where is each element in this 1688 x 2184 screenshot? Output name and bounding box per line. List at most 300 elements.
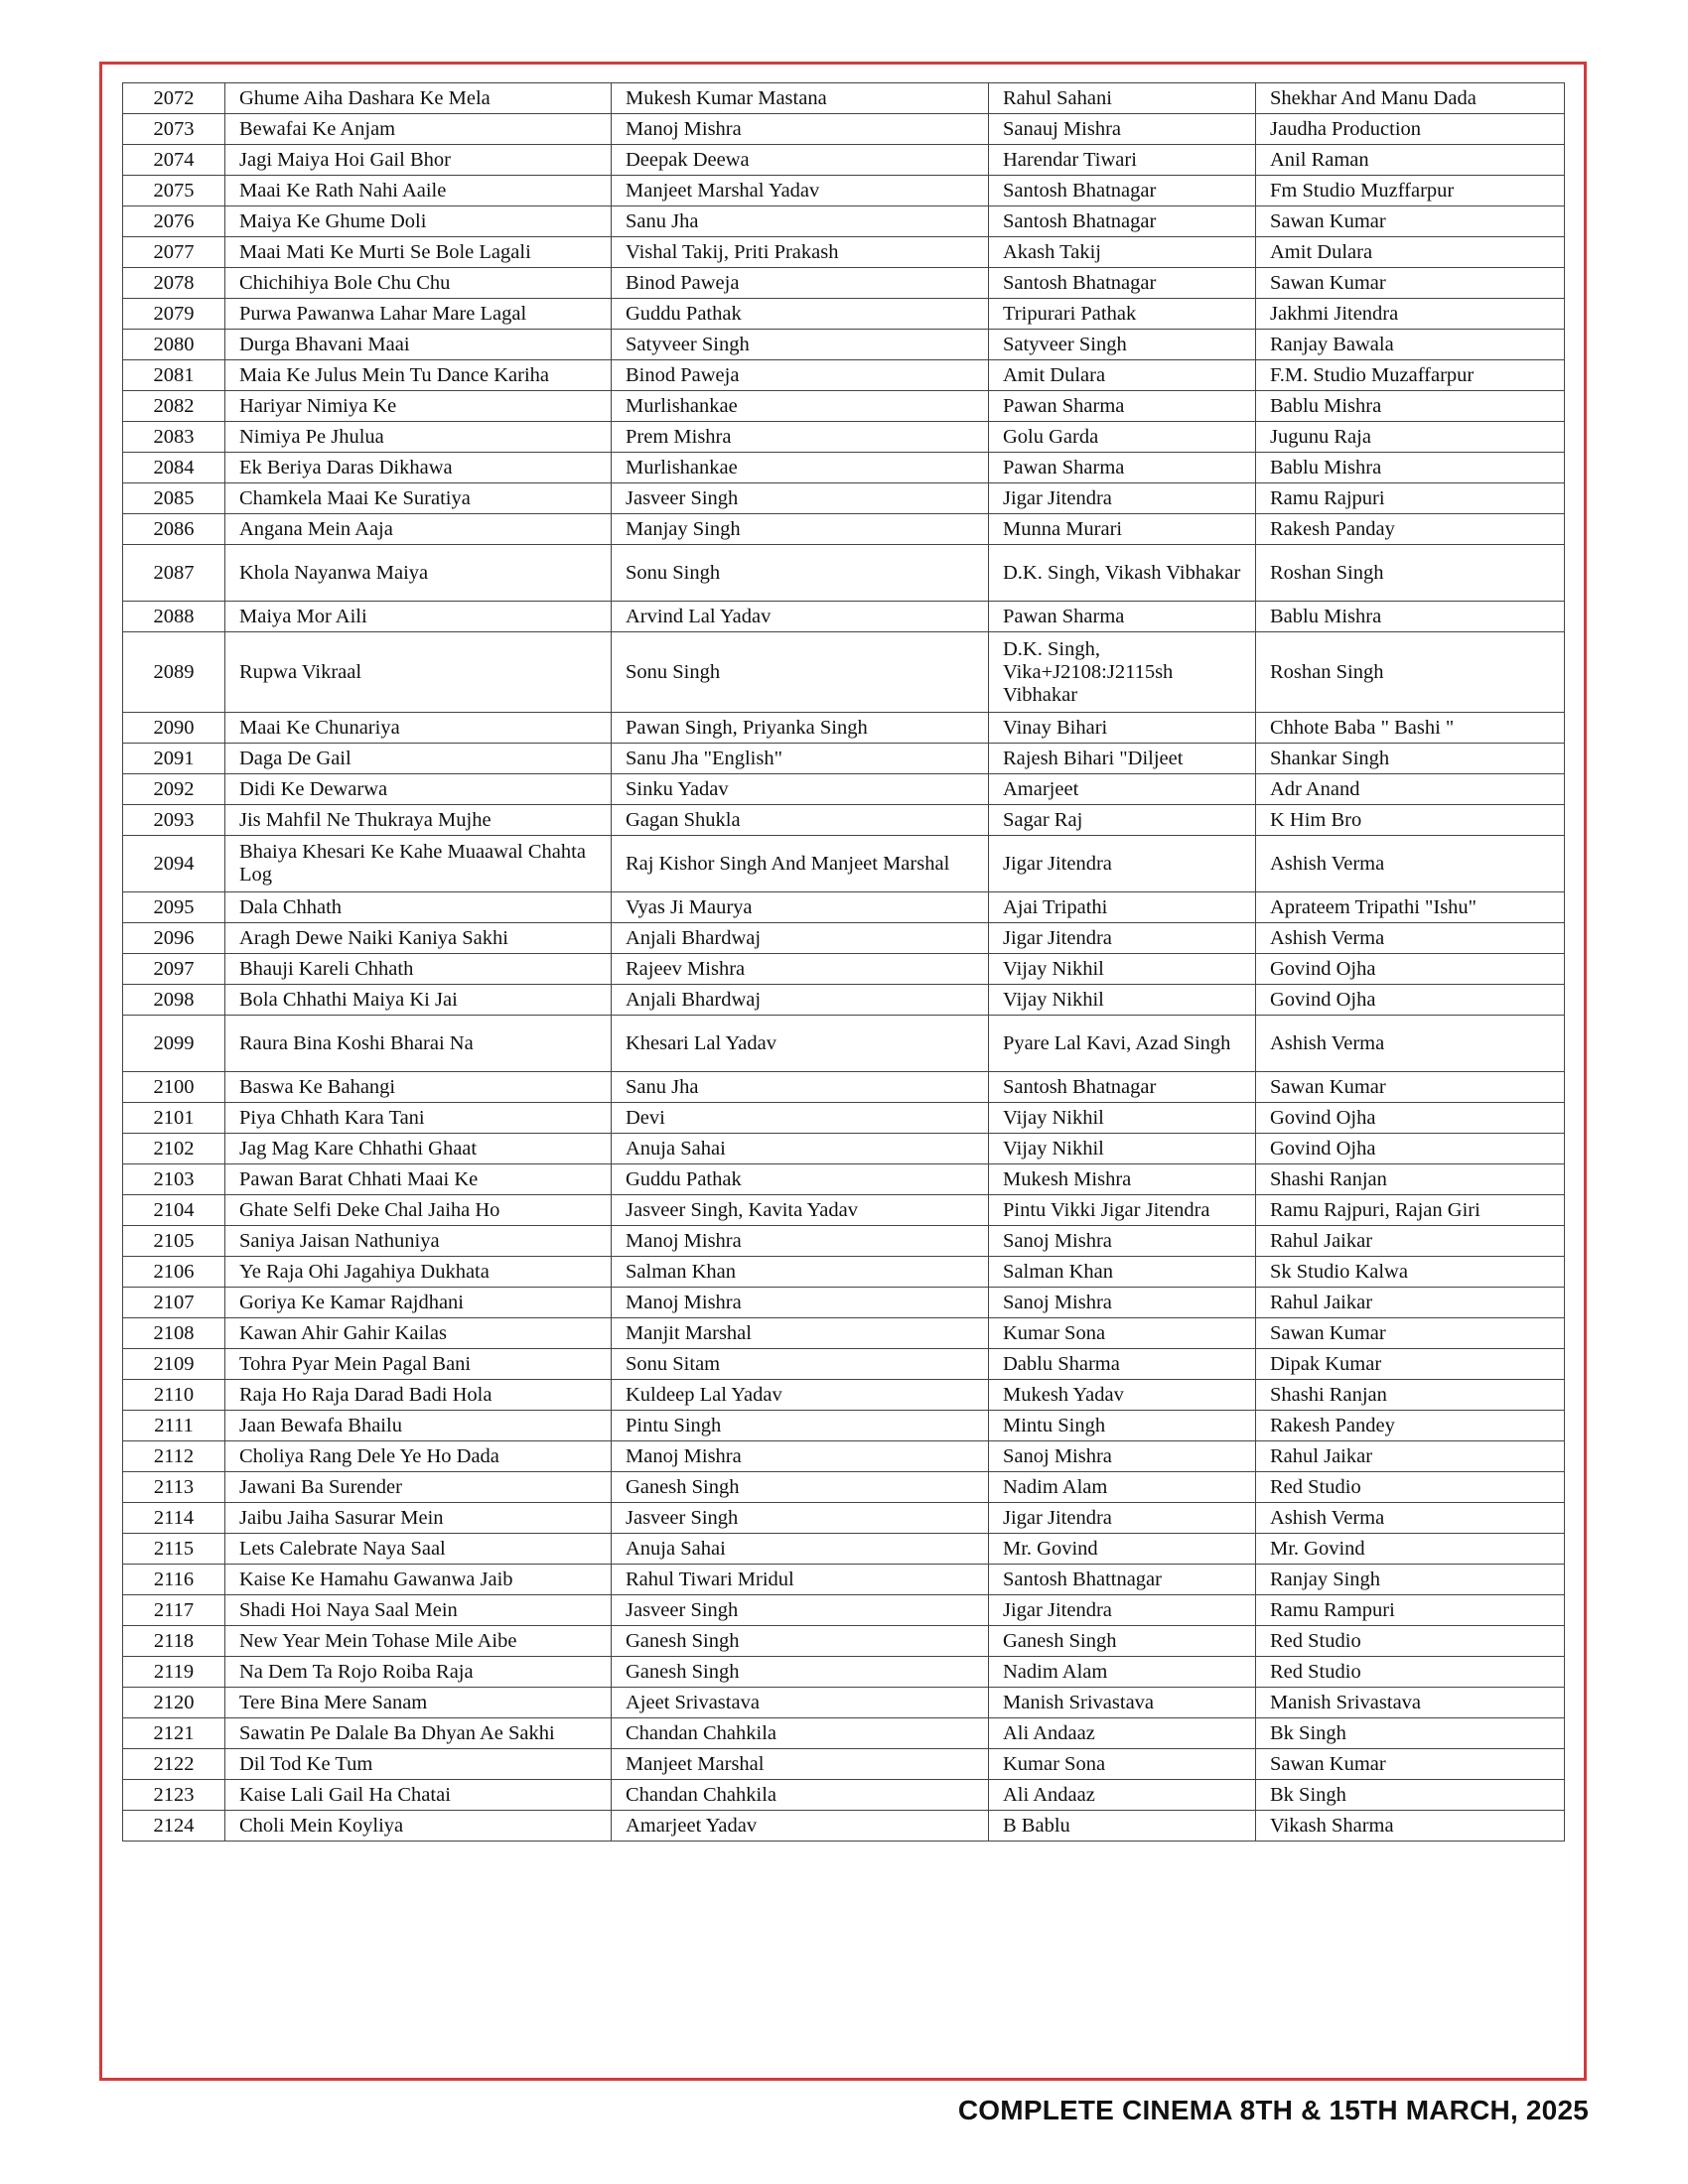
table-row <box>123 836 1565 892</box>
music-director-cell: K Him Bro <box>1256 805 1565 836</box>
table-row <box>123 1565 1565 1595</box>
table-row <box>123 483 1565 514</box>
lyricist-cell: Dablu Sharma <box>989 1349 1256 1380</box>
music-director-cell: Ramu Rajpuri, Rajan Giri <box>1256 1195 1565 1226</box>
music-director-cell: Red Studio <box>1256 1657 1565 1688</box>
music-director-cell: Rakesh Pandey <box>1256 1411 1565 1441</box>
table-row <box>123 360 1565 391</box>
serial-number-cell: 2083 <box>123 422 225 453</box>
serial-number-cell: 2110 <box>123 1380 225 1411</box>
lyricist-cell: Mintu Singh <box>989 1411 1256 1441</box>
serial-number-cell: 2106 <box>123 1257 225 1288</box>
singer-cell: Pintu Singh <box>612 1411 989 1441</box>
lyricist-cell: Ali Andaaz <box>989 1780 1256 1811</box>
music-director-cell: Shankar Singh <box>1256 744 1565 774</box>
lyricist-cell: Vijay Nikhil <box>989 1134 1256 1164</box>
song-title-cell: Jagi Maiya Hoi Gail Bhor <box>225 145 612 176</box>
lyricist-cell: Pawan Sharma <box>989 453 1256 483</box>
music-director-cell: Ashish Verma <box>1256 1016 1565 1072</box>
singer-cell: Ganesh Singh <box>612 1472 989 1503</box>
serial-number-cell: 2112 <box>123 1441 225 1472</box>
music-director-cell: Ashish Verma <box>1256 1503 1565 1534</box>
song-title-cell: Jaan Bewafa Bhailu <box>225 1411 612 1441</box>
serial-number-cell: 2102 <box>123 1134 225 1164</box>
music-director-cell: Jakhmi Jitendra <box>1256 299 1565 330</box>
singer-cell: Ganesh Singh <box>612 1657 989 1688</box>
music-director-cell: Jaudha Production <box>1256 114 1565 145</box>
serial-number-cell: 2113 <box>123 1472 225 1503</box>
singer-cell: Chandan Chahkila <box>612 1718 989 1749</box>
table-row <box>123 1318 1565 1349</box>
music-director-cell: Adr Anand <box>1256 774 1565 805</box>
lyricist-cell: Sanoj Mishra <box>989 1226 1256 1257</box>
table-row <box>123 237 1565 268</box>
singer-cell: Jasveer Singh <box>612 1595 989 1626</box>
serial-number-cell: 2093 <box>123 805 225 836</box>
singer-cell: Sanu Jha <box>612 1072 989 1103</box>
singer-cell: Pawan Singh, Priyanka Singh <box>612 713 989 744</box>
singer-cell: Guddu Pathak <box>612 1164 989 1195</box>
table-row <box>123 1103 1565 1134</box>
serial-number-cell: 2076 <box>123 206 225 237</box>
table-row <box>123 514 1565 545</box>
song-title-cell: Choliya Rang Dele Ye Ho Dada <box>225 1441 612 1472</box>
serial-number-cell: 2072 <box>123 83 225 114</box>
serial-number-cell: 2086 <box>123 514 225 545</box>
table-row <box>123 83 1565 114</box>
table-row <box>123 602 1565 632</box>
table-row <box>123 268 1565 299</box>
table-row <box>123 545 1565 602</box>
table-row <box>123 1749 1565 1780</box>
song-title-cell: Ghate Selfi Deke Chal Jaiha Ho <box>225 1195 612 1226</box>
serial-number-cell: 2074 <box>123 145 225 176</box>
song-title-cell: Lets Calebrate Naya Saal <box>225 1534 612 1565</box>
song-title-cell: Jaibu Jaiha Sasurar Mein <box>225 1503 612 1534</box>
music-director-cell: Aprateem Tripathi "Ishu" <box>1256 892 1565 923</box>
song-title-cell: Maiya Mor Aili <box>225 602 612 632</box>
lyricist-cell: Ali Andaaz <box>989 1718 1256 1749</box>
table-row <box>123 1534 1565 1565</box>
lyricist-cell: Nadim Alam <box>989 1657 1256 1688</box>
lyricist-cell: Rajesh Bihari "Diljeet <box>989 744 1256 774</box>
lyricist-cell: Kumar Sona <box>989 1749 1256 1780</box>
song-title-cell: Raja Ho Raja Darad Badi Hola <box>225 1380 612 1411</box>
table-row <box>123 1441 1565 1472</box>
singer-cell: Binod Paweja <box>612 268 989 299</box>
song-title-cell: Sawatin Pe Dalale Ba Dhyan Ae Sakhi <box>225 1718 612 1749</box>
lyricist-cell: Golu Garda <box>989 422 1256 453</box>
song-title-cell: Bhaiya Khesari Ke Kahe Muaawal Chahta Log <box>225 836 612 892</box>
table-row <box>123 1257 1565 1288</box>
music-director-cell: Bablu Mishra <box>1256 602 1565 632</box>
lyricist-cell: Santosh Bhatnagar <box>989 176 1256 206</box>
music-director-cell: Shashi Ranjan <box>1256 1164 1565 1195</box>
lyricist-cell: D.K. Singh, Vika+J2108:J2115sh Vibhakar <box>989 632 1256 713</box>
lyricist-cell: Pawan Sharma <box>989 391 1256 422</box>
lyricist-cell: Amit Dulara <box>989 360 1256 391</box>
singer-cell: Khesari Lal Yadav <box>612 1016 989 1072</box>
singer-cell: Amarjeet Yadav <box>612 1811 989 1842</box>
lyricist-cell: Jigar Jitendra <box>989 483 1256 514</box>
serial-number-cell: 2096 <box>123 923 225 954</box>
song-title-cell: Raura Bina Koshi Bharai Na <box>225 1016 612 1072</box>
table-row <box>123 1811 1565 1842</box>
lyricist-cell: Mukesh Mishra <box>989 1164 1256 1195</box>
lyricist-cell: Kumar Sona <box>989 1318 1256 1349</box>
serial-number-cell: 2099 <box>123 1016 225 1072</box>
singer-cell: Manoj Mishra <box>612 1441 989 1472</box>
serial-number-cell: 2077 <box>123 237 225 268</box>
song-title-cell: Angana Mein Aaja <box>225 514 612 545</box>
music-director-cell: Roshan Singh <box>1256 545 1565 602</box>
music-director-cell: Sawan Kumar <box>1256 206 1565 237</box>
singer-cell: Sonu Singh <box>612 632 989 713</box>
table-row <box>123 713 1565 744</box>
singer-cell: Sanu Jha <box>612 206 989 237</box>
lyricist-cell: Vinay Bihari <box>989 713 1256 744</box>
song-title-cell: Purwa Pawanwa Lahar Mare Lagal <box>225 299 612 330</box>
serial-number-cell: 2115 <box>123 1534 225 1565</box>
table-row <box>123 744 1565 774</box>
serial-number-cell: 2111 <box>123 1411 225 1441</box>
singer-cell: Sonu Singh <box>612 545 989 602</box>
table-row <box>123 145 1565 176</box>
table-row <box>123 299 1565 330</box>
lyricist-cell: Satyveer Singh <box>989 330 1256 360</box>
song-title-cell: Nimiya Pe Jhulua <box>225 422 612 453</box>
serial-number-cell: 2118 <box>123 1626 225 1657</box>
serial-number-cell: 2081 <box>123 360 225 391</box>
singer-cell: Jasveer Singh <box>612 483 989 514</box>
song-title-cell: Pawan Barat Chhati Maai Ke <box>225 1164 612 1195</box>
singer-cell: Manjeet Marshal Yadav <box>612 176 989 206</box>
singer-cell: Ajeet Srivastava <box>612 1688 989 1718</box>
serial-number-cell: 2105 <box>123 1226 225 1257</box>
serial-number-cell: 2116 <box>123 1565 225 1595</box>
lyricist-cell: Pawan Sharma <box>989 602 1256 632</box>
serial-number-cell: 2097 <box>123 954 225 985</box>
song-title-cell: Maiya Ke Ghume Doli <box>225 206 612 237</box>
music-director-cell: Sawan Kumar <box>1256 1072 1565 1103</box>
song-title-cell: Piya Chhath Kara Tani <box>225 1103 612 1134</box>
lyricist-cell: Ajai Tripathi <box>989 892 1256 923</box>
song-title-cell: Chichihiya Bole Chu Chu <box>225 268 612 299</box>
song-title-cell: Dala Chhath <box>225 892 612 923</box>
table-row <box>123 1380 1565 1411</box>
music-director-cell: Bablu Mishra <box>1256 391 1565 422</box>
singer-cell: Manoj Mishra <box>612 114 989 145</box>
table-row <box>123 1472 1565 1503</box>
music-director-cell: Red Studio <box>1256 1472 1565 1503</box>
song-title-cell: Kawan Ahir Gahir Kailas <box>225 1318 612 1349</box>
singer-cell: Manoj Mishra <box>612 1288 989 1318</box>
serial-number-cell: 2087 <box>123 545 225 602</box>
music-director-cell: Fm Studio Muzffarpur <box>1256 176 1565 206</box>
singer-cell: Anuja Sahai <box>612 1534 989 1565</box>
table-row <box>123 391 1565 422</box>
lyricist-cell: Santosh Bhatnagar <box>989 206 1256 237</box>
music-director-cell: Sawan Kumar <box>1256 1749 1565 1780</box>
lyricist-cell: Jigar Jitendra <box>989 836 1256 892</box>
music-director-cell: Govind Ojha <box>1256 1103 1565 1134</box>
serial-number-cell: 2079 <box>123 299 225 330</box>
music-director-cell: Ranjay Singh <box>1256 1565 1565 1595</box>
lyricist-cell: Vijay Nikhil <box>989 954 1256 985</box>
table-row <box>123 1411 1565 1441</box>
song-title-cell: Na Dem Ta Rojo Roiba Raja <box>225 1657 612 1688</box>
serial-number-cell: 2101 <box>123 1103 225 1134</box>
lyricist-cell: Mr. Govind <box>989 1534 1256 1565</box>
lyricist-cell: Nadim Alam <box>989 1472 1256 1503</box>
singer-cell: Rajeev Mishra <box>612 954 989 985</box>
song-title-cell: Shadi Hoi Naya Saal Mein <box>225 1595 612 1626</box>
table-row <box>123 954 1565 985</box>
publication-footer: COMPLETE CINEMA 8TH & 15TH MARCH, 2025 <box>957 2095 1589 2125</box>
table-row <box>123 805 1565 836</box>
table-row <box>123 1164 1565 1195</box>
serial-number-cell: 2088 <box>123 602 225 632</box>
singer-cell: Jasveer Singh, Kavita Yadav <box>612 1195 989 1226</box>
serial-number-cell: 2084 <box>123 453 225 483</box>
music-director-cell: Ramu Rajpuri <box>1256 483 1565 514</box>
music-director-cell: Dipak Kumar <box>1256 1349 1565 1380</box>
serial-number-cell: 2090 <box>123 713 225 744</box>
lyricist-cell: Pintu Vikki Jigar Jitendra <box>989 1195 1256 1226</box>
music-director-cell: Ranjay Bawala <box>1256 330 1565 360</box>
table-row <box>123 1134 1565 1164</box>
music-director-cell: Bk Singh <box>1256 1780 1565 1811</box>
singer-cell: Jasveer Singh <box>612 1503 989 1534</box>
song-title-cell: Saniya Jaisan Nathuniya <box>225 1226 612 1257</box>
song-title-cell: Maai Ke Chunariya <box>225 713 612 744</box>
serial-number-cell: 2080 <box>123 330 225 360</box>
serial-number-cell: 2100 <box>123 1072 225 1103</box>
song-title-cell: Ek Beriya Daras Dikhawa <box>225 453 612 483</box>
song-title-cell: Bhauji Kareli Chhath <box>225 954 612 985</box>
serial-number-cell: 2098 <box>123 985 225 1016</box>
lyricist-cell: Sagar Raj <box>989 805 1256 836</box>
singer-cell: Manjit Marshal <box>612 1318 989 1349</box>
song-title-cell: Kaise Ke Hamahu Gawanwa Jaib <box>225 1565 612 1595</box>
music-director-cell: Chhote Baba " Bashi " <box>1256 713 1565 744</box>
song-title-cell: Rupwa Vikraal <box>225 632 612 713</box>
music-director-cell: Sawan Kumar <box>1256 268 1565 299</box>
music-director-cell: Shekhar And Manu Dada <box>1256 83 1565 114</box>
singer-cell: Prem Mishra <box>612 422 989 453</box>
music-director-cell: Mr. Govind <box>1256 1534 1565 1565</box>
music-director-cell: Rahul Jaikar <box>1256 1441 1565 1472</box>
serial-number-cell: 2124 <box>123 1811 225 1842</box>
song-title-cell: Durga Bhavani Maai <box>225 330 612 360</box>
table-row <box>123 114 1565 145</box>
singer-cell: Devi <box>612 1103 989 1134</box>
table-row <box>123 1626 1565 1657</box>
singer-cell: Ganesh Singh <box>612 1626 989 1657</box>
music-director-cell: Sawan Kumar <box>1256 1318 1565 1349</box>
music-director-cell: Red Studio <box>1256 1626 1565 1657</box>
singer-cell: Raj Kishor Singh And Manjeet Marshal <box>612 836 989 892</box>
table-row <box>123 453 1565 483</box>
song-title-cell: Khola Nayanwa Maiya <box>225 545 612 602</box>
lyricist-cell: Mukesh Yadav <box>989 1380 1256 1411</box>
song-registry-table <box>122 82 1565 1842</box>
singer-cell: Manjay Singh <box>612 514 989 545</box>
music-director-cell: Govind Ojha <box>1256 985 1565 1016</box>
serial-number-cell: 2119 <box>123 1657 225 1688</box>
song-title-cell: Ghume Aiha Dashara Ke Mela <box>225 83 612 114</box>
serial-number-cell: 2121 <box>123 1718 225 1749</box>
song-title-cell: Jawani Ba Surender <box>225 1472 612 1503</box>
singer-cell: Manjeet Marshal <box>612 1749 989 1780</box>
song-title-cell: Choli Mein Koyliya <box>225 1811 612 1842</box>
table-row <box>123 1780 1565 1811</box>
song-title-cell: Baswa Ke Bahangi <box>225 1072 612 1103</box>
music-director-cell: Amit Dulara <box>1256 237 1565 268</box>
song-title-cell: Aragh Dewe Naiki Kaniya Sakhi <box>225 923 612 954</box>
song-title-cell: Bola Chhathi Maiya Ki Jai <box>225 985 612 1016</box>
singer-cell: Sonu Sitam <box>612 1349 989 1380</box>
song-title-cell: Bewafai Ke Anjam <box>225 114 612 145</box>
song-title-cell: Kaise Lali Gail Ha Chatai <box>225 1780 612 1811</box>
lyricist-cell: Vijay Nikhil <box>989 985 1256 1016</box>
song-title-cell: Tohra Pyar Mein Pagal Bani <box>225 1349 612 1380</box>
music-director-cell: Sk Studio Kalwa <box>1256 1257 1565 1288</box>
table-row <box>123 923 1565 954</box>
table-row <box>123 1595 1565 1626</box>
lyricist-cell: Sanoj Mishra <box>989 1441 1256 1472</box>
lyricist-cell: Santosh Bhatnagar <box>989 268 1256 299</box>
lyricist-cell: Jigar Jitendra <box>989 923 1256 954</box>
lyricist-cell: Rahul Sahani <box>989 83 1256 114</box>
table-row <box>123 330 1565 360</box>
singer-cell: Chandan Chahkila <box>612 1780 989 1811</box>
song-title-cell: Chamkela Maai Ke Suratiya <box>225 483 612 514</box>
singer-cell: Rahul Tiwari Mridul <box>612 1565 989 1595</box>
lyricist-cell: Jigar Jitendra <box>989 1503 1256 1534</box>
singer-cell: Sanu Jha "English" <box>612 744 989 774</box>
serial-number-cell: 2120 <box>123 1688 225 1718</box>
lyricist-cell: Amarjeet <box>989 774 1256 805</box>
table-row <box>123 985 1565 1016</box>
table-row <box>123 1288 1565 1318</box>
song-title-cell: Goriya Ke Kamar Rajdhani <box>225 1288 612 1318</box>
serial-number-cell: 2085 <box>123 483 225 514</box>
song-title-cell: Maai Ke Rath Nahi Aaile <box>225 176 612 206</box>
table-row <box>123 892 1565 923</box>
music-director-cell: Ashish Verma <box>1256 923 1565 954</box>
singer-cell: Vishal Takij, Priti Prakash <box>612 237 989 268</box>
song-title-cell: Tere Bina Mere Sanam <box>225 1688 612 1718</box>
music-director-cell: Govind Ojha <box>1256 1134 1565 1164</box>
serial-number-cell: 2103 <box>123 1164 225 1195</box>
singer-cell: Arvind Lal Yadav <box>612 602 989 632</box>
song-title-cell: Daga De Gail <box>225 744 612 774</box>
music-director-cell: Shashi Ranjan <box>1256 1380 1565 1411</box>
serial-number-cell: 2075 <box>123 176 225 206</box>
music-director-cell: Ramu Rampuri <box>1256 1595 1565 1626</box>
table-row <box>123 1718 1565 1749</box>
serial-number-cell: 2092 <box>123 774 225 805</box>
singer-cell: Murlishankae <box>612 453 989 483</box>
music-director-cell: Jugunu Raja <box>1256 422 1565 453</box>
table-row <box>123 774 1565 805</box>
song-title-cell: Ye Raja Ohi Jagahiya Dukhata <box>225 1257 612 1288</box>
table-row <box>123 1349 1565 1380</box>
serial-number-cell: 2094 <box>123 836 225 892</box>
serial-number-cell: 2109 <box>123 1349 225 1380</box>
music-director-cell: Bk Singh <box>1256 1718 1565 1749</box>
serial-number-cell: 2123 <box>123 1780 225 1811</box>
serial-number-cell: 2089 <box>123 632 225 713</box>
lyricist-cell: Akash Takij <box>989 237 1256 268</box>
singer-cell: Guddu Pathak <box>612 299 989 330</box>
music-director-cell: Govind Ojha <box>1256 954 1565 985</box>
song-title-cell: Hariyar Nimiya Ke <box>225 391 612 422</box>
lyricist-cell: Tripurari Pathak <box>989 299 1256 330</box>
song-title-cell: Jis Mahfil Ne Thukraya Mujhe <box>225 805 612 836</box>
lyricist-cell: Ganesh Singh <box>989 1626 1256 1657</box>
lyricist-cell: Pyare Lal Kavi, Azad Singh <box>989 1016 1256 1072</box>
singer-cell: Sinku Yadav <box>612 774 989 805</box>
table-row <box>123 1195 1565 1226</box>
music-director-cell: Rahul Jaikar <box>1256 1226 1565 1257</box>
serial-number-cell: 2114 <box>123 1503 225 1534</box>
singer-cell: Deepak Deewa <box>612 145 989 176</box>
music-director-cell: Rahul Jaikar <box>1256 1288 1565 1318</box>
music-director-cell: Anil Raman <box>1256 145 1565 176</box>
lyricist-cell: B Bablu <box>989 1811 1256 1842</box>
song-title-cell: Dil Tod Ke Tum <box>225 1749 612 1780</box>
table-row <box>123 206 1565 237</box>
lyricist-cell: Jigar Jitendra <box>989 1595 1256 1626</box>
singer-cell: Anjali Bhardwaj <box>612 985 989 1016</box>
singer-cell: Anjali Bhardwaj <box>612 923 989 954</box>
singer-cell: Murlishankae <box>612 391 989 422</box>
lyricist-cell: Manish Srivastava <box>989 1688 1256 1718</box>
table-row <box>123 1226 1565 1257</box>
music-director-cell: Roshan Singh <box>1256 632 1565 713</box>
serial-number-cell: 2078 <box>123 268 225 299</box>
singer-cell: Binod Paweja <box>612 360 989 391</box>
table-row <box>123 1688 1565 1718</box>
singer-cell: Vyas Ji Maurya <box>612 892 989 923</box>
singer-cell: Salman Khan <box>612 1257 989 1288</box>
serial-number-cell: 2095 <box>123 892 225 923</box>
serial-number-cell: 2108 <box>123 1318 225 1349</box>
music-director-cell: Bablu Mishra <box>1256 453 1565 483</box>
table-row <box>123 1072 1565 1103</box>
singer-cell: Kuldeep Lal Yadav <box>612 1380 989 1411</box>
lyricist-cell: Sanoj Mishra <box>989 1288 1256 1318</box>
table-row <box>123 632 1565 713</box>
serial-number-cell: 2122 <box>123 1749 225 1780</box>
song-title-cell: New Year Mein Tohase Mile Aibe <box>225 1626 612 1657</box>
lyricist-cell: Santosh Bhatnagar <box>989 1072 1256 1103</box>
serial-number-cell: 2073 <box>123 114 225 145</box>
serial-number-cell: 2107 <box>123 1288 225 1318</box>
music-director-cell: F.M. Studio Muzaffarpur <box>1256 360 1565 391</box>
lyricist-cell: Sanauj Mishra <box>989 114 1256 145</box>
serial-number-cell: 2104 <box>123 1195 225 1226</box>
song-title-cell: Maai Mati Ke Murti Se Bole Lagali <box>225 237 612 268</box>
lyricist-cell: D.K. Singh, Vikash Vibhakar <box>989 545 1256 602</box>
singer-cell: Anuja Sahai <box>612 1134 989 1164</box>
lyricist-cell: Salman Khan <box>989 1257 1256 1288</box>
lyricist-cell: Harendar Tiwari <box>989 145 1256 176</box>
song-title-cell: Jag Mag Kare Chhathi Ghaat <box>225 1134 612 1164</box>
singer-cell: Gagan Shukla <box>612 805 989 836</box>
